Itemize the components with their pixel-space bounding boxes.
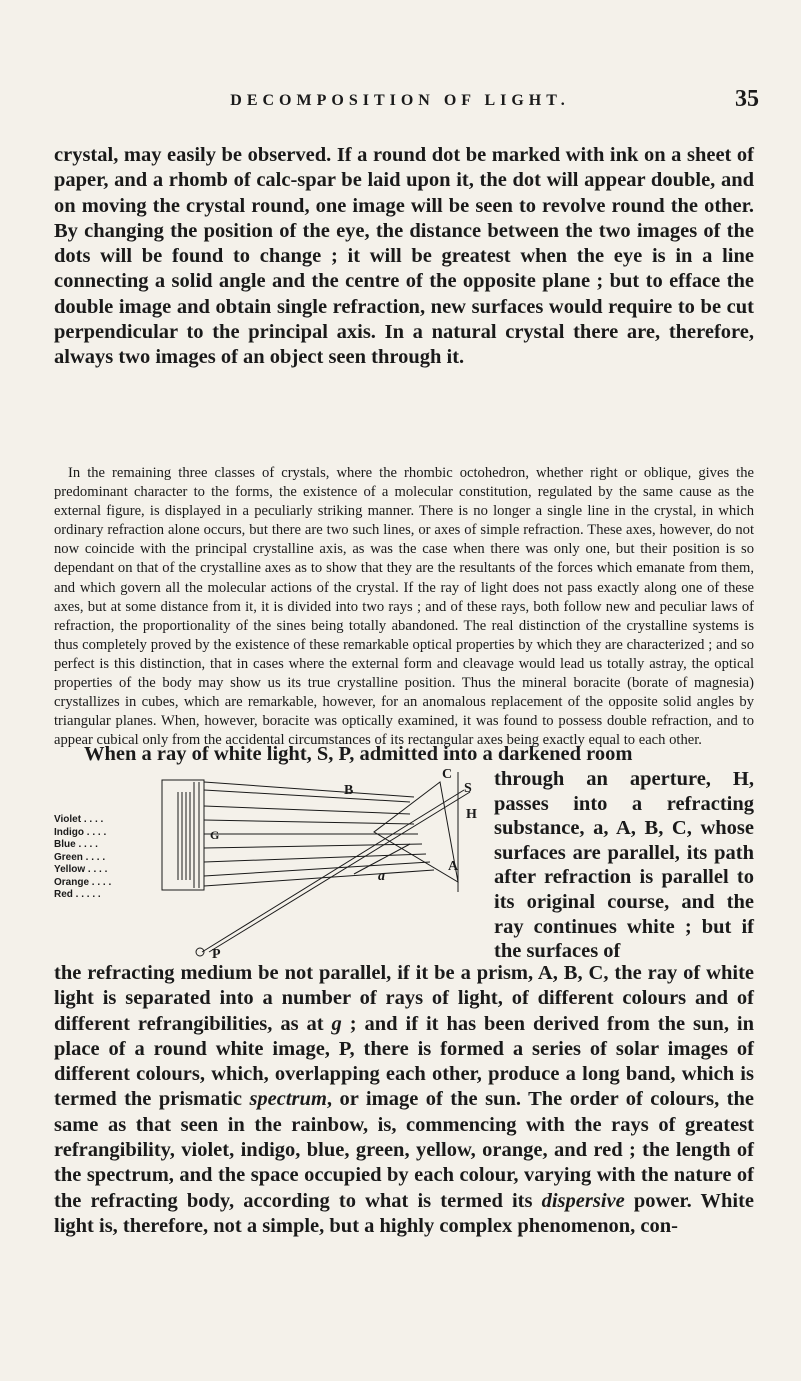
label-orange: Orange . . . .	[54, 876, 112, 888]
paragraph-calc-spar: crystal, may easily be observed. If a round dot be marked with ink on a sheet of paper, and a rhomb of calc-spar be laid upon it, the dot will appear double, and on moving the crystal round, one image will be seen to revolve round the other. By changing the position of the eye, the distance between the two images of the dots will be found to change ; it will be greatest when the eye is in a line connecting a solid angle and the centre of the opposite plane ; but to efface the double image and obtain single refraction, new surfaces would require to be cut perpendicular to the principal axis. In a natural crystal there are, therefore, always two images of an object seen through it.	[54, 144, 754, 369]
spectrum-term: spectrum	[249, 1088, 327, 1111]
ray-blue	[204, 820, 414, 824]
letter-p: P	[212, 947, 221, 962]
prism	[374, 782, 458, 882]
letter-b: B	[344, 783, 354, 798]
ray-indigo	[204, 806, 410, 814]
ray-red	[204, 862, 430, 876]
label-indigo: Indigo . . . .	[54, 826, 107, 838]
running-head: DECOMPOSITION OF LIGHT.	[230, 92, 570, 109]
label-violet: Violet . . . .	[54, 814, 104, 825]
label-red: Red . . . . .	[54, 889, 101, 900]
spectrum-g: g	[331, 1012, 342, 1035]
spectrum-text-4: power. White light is, therefore, not a simple, but a highly complex phenomenon, con-	[54, 1189, 754, 1237]
paragraph-small-crystals	[54, 464, 754, 750]
letter-s: S	[464, 781, 472, 796]
letter-a-upper: A	[448, 859, 459, 874]
spectrum-text-1: the refracting medium be not parallel, if it be a prism, A, B, C, the ray of white light is separated into a number of rays of light, of different colours and of different refrangibilities, as at	[54, 962, 754, 1035]
paragraph-small-text: In the remaining three classes of crystals, where the rhombic octohedron, whether right or oblique, gives the predominant character to the forms, the existence of a molecular constitution, regulated by the same cause as the external figure, is displayed in a peculiarly striking manner. There is no longer a single line in the crystal, in which ordinary refraction alone occurs, but there are two such lines, or axes of simple refraction. These axes, however, do not now coincide with the principal crystalline axis, as was the case when there was only one, but their position is so dependant on that of the crystalline axes as to show that they are the resultants of the forces which emanate from them, and which govern all the molecular actions of the crystal. If the ray of light does not pass exactly along one of these axes, but at some distance from it, it is divided into two rays ; and of these rays, both follow new and peculiar laws of refraction, the proportionality of the sines being totally abandoned. The real distinction of the crystalline systems is thus completely proved by the existence of these remarkable optical properties by which they are characterized ; and so perfect is this distinction, that in cases where the external form and cleavage would lead us totally astray, the optical properties of the body may show us its true crystalline position. Thus the mineral boracite (borate of magnesia) crystallizes in cubes, which are remarkable, however, for an anomalous replacement of the opposite solid angles by triangular planes. When, however, boracite was optically examined, it was found to possess double refraction, and to appear cubical only from the accidental circumstances of its rectangular axes being exactly equal to each other.	[54, 465, 754, 749]
letter-c: C	[442, 767, 453, 782]
label-blue: Blue . . . .	[54, 839, 98, 850]
paragraph-spectrum	[54, 961, 754, 1239]
letter-a-lower: a	[378, 869, 385, 884]
ray-yellow	[204, 844, 422, 848]
ray-lower-edge	[204, 870, 434, 886]
prism-diagram	[54, 762, 494, 962]
page-number: 35	[735, 86, 759, 112]
label-green: Green . . . .	[54, 851, 106, 863]
letter-h: H	[466, 807, 477, 822]
spectrum-text-3: , or image of the sun. The order of colours, the same as that seen in the rainbow, is, commencing with the rays of greatest refrangibility, violet, indigo, blue, green, yellow, orange, and red ; the length of the spectrum, and the space occupied by each colour, varying with the nature of the refracting body, according to what is termed its	[54, 1088, 754, 1212]
paragraph-white-light-side: through an aperture, H, passes into a refracting substance, a, A, B, C, whose surfaces are parallel, its path after refraction is parallel to its original course, and the ray continues white ; but if the surfaces of	[494, 768, 754, 963]
ray-upper-edge	[204, 782, 414, 797]
letter-g: G	[210, 828, 220, 842]
ray-orange	[204, 854, 426, 862]
lead-text: When a ray of white light, S, P, admitted into a darkened room	[84, 743, 633, 765]
incident-ray-edge	[209, 792, 470, 952]
dispersive-term: dispersive	[541, 1189, 625, 1212]
spectrum-box	[162, 780, 204, 890]
spectrum-text-2: ; and if it has been derived from the sun, in place of a round white image, P, there is formed a series of solar images of different colours, which, overlapping each other, produce a long band, which is termed the prismatic	[54, 1012, 754, 1111]
label-yellow: Yellow . . . .	[54, 864, 108, 875]
ray-violet	[204, 790, 410, 802]
